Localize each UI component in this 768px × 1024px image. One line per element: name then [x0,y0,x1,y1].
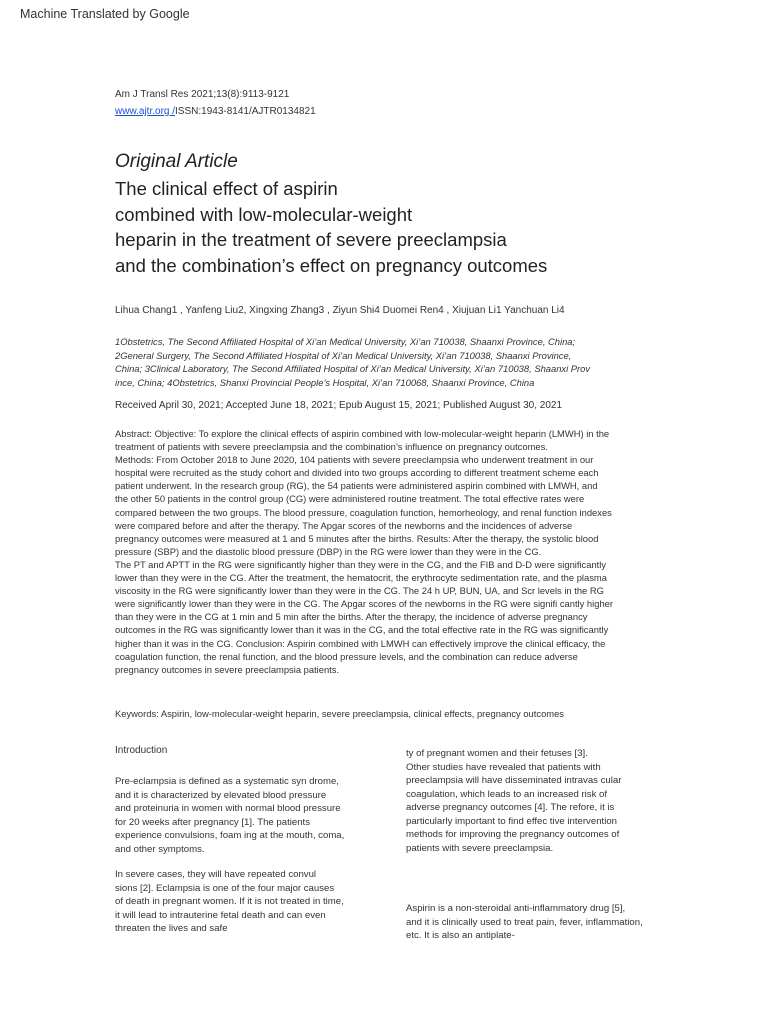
text-line: etc. It is also an antiplate- [406,930,515,941]
text-line: methods for improving the pregnancy outcomes of [406,829,620,840]
text-line: it will lead to intrauterine fetal death and can even [115,909,326,921]
text-line: Pre-eclampsia is defined as a systematic syn drome, [115,776,339,787]
text-line: threaten the lives and safe [115,923,228,934]
right-column-paragraph-1 [406,747,621,855]
abstract [115,427,665,676]
publication-dates: Received April 30, 2021; Accepted June 18, 2021; Epub August 15, 2021; Published August 30, 2021 [115,400,563,411]
text-line: ty of pregnant women and their fetuses [3]. [406,748,588,759]
title-line: heparin in the treatment of severe preeclampsia [115,229,507,251]
abstract-line: patient underwent. In the research group (RG), the 54 patients were administered aspirin combined with LMWH, and [115,480,598,492]
abstract-line: pregnancy outcomes were measured at 1 and 5 minutes after the births. Results: After the therapy, the systolic blood [115,532,599,544]
text-line: for 20 weeks after pregnancy [1]. The patients [115,816,311,828]
text-line: preeclampsia will have disseminated intravas cular [406,775,622,786]
authors: Lihua Chang1 , Yanfeng Liu2, Xingxing Zhang3 , Ziyun Shi4 Duomei Ren4 , Xiujuan Li1 Yanchuan Li4 [115,305,565,316]
abstract-line: were compared before and after the therapy. The Apgar scores of the newborns and the incidences of adverse [115,519,573,531]
abstract-line: The PT and APTT in the RG were significantly higher than they were in the CG, and the FIB and D-D were significantly [115,558,607,570]
section-heading-introduction: Introduction [115,745,168,756]
abstract-line: than they were in the CG at 1 min and 5 min after the births. After the therapy, the incidence of adverse pregnancy [115,611,588,623]
abstract-line: were significantly lower than they were in the CG. The Apgar scores of the newborns in the RG were signifi cantly higher [115,598,613,610]
issn: ISSN:1943-8141/AJTR0134821 [175,106,316,117]
text-line: and it is clinically used to treat pain, fever, inflammation, [406,916,643,928]
abstract-line: pressure (SBP) and the diastolic blood pressure (DBP) in the RG were lower than they were in the CG. [115,545,542,557]
abstract-line: lower than they were in the CG. After the treatment, the hematocrit, the erythrocyte sedimentation rate, and the plasma [115,572,607,584]
left-column-paragraph-1 [115,775,344,856]
abstract-line: pregnancy outcomes in severe preeclampsia patients. [115,663,340,675]
affiliations [115,335,635,389]
text-line: of death in pregnant women. If it is not treated in time, [115,896,344,907]
text-line: and proteinuria in women with normal blood pressure [115,803,341,814]
text-line: patients with severe preeclampsia. [406,842,554,854]
translation-banner: Machine Translated by Google [20,7,190,21]
text-line: experience convulsions, foam ing at the mouth, coma, [115,830,345,841]
article-type: Original Article [115,151,238,172]
text-line: Aspirin is a non-steroidal anti-inflammatory drug [5], [406,903,626,914]
abstract-line: Methods: From October 2018 to June 2020, 104 patients with severe preeclampsia who underwent treatment in our [115,454,594,466]
right-column-paragraph-2 [406,902,643,943]
title-line: The clinical effect of aspirin [115,178,338,199]
title-line: and the combination’s effect on pregnancy outcomes [115,254,548,276]
keywords: Keywords: Aspirin, low-molecular-weight heparin, severe preeclampsia, clinical effects, pregnancy outcomes [115,708,564,719]
abstract-line: the other 50 patients in the control group (CG) were administered routine treatment. The total effective rates were [115,493,585,505]
abstract-line: higher than it was in the CG. Conclusion: Aspirin combined with LMWH can effectively improve the clinical efficacy, the [115,637,606,649]
journal-url-line [115,106,316,117]
affiliation-line: 1Obstetrics, The Second Affiliated Hospital of Xi’an Medical University, Xi’an 710038, Shaanxi Province, China; [115,336,576,347]
text-line: and other symptoms. [115,843,205,855]
journal-citation: Am J Transl Res 2021;13(8):9113-9121 [115,89,290,100]
abstract-line: hospital were recruited as the study cohort and divided into two groups according to different treatment scheme each [115,467,599,479]
abstract-line: viscosity in the RG were significantly lower than they were in the CG. The 24 h UP, BUN, UA, and Scr levels in the RG [115,585,604,597]
article-title [115,176,547,278]
abstract-line: compared between the two groups. The blood pressure, coagulation function, hemorheology, and renal function indexes [115,506,612,518]
title-line: combined with low-molecular-weight [115,203,413,225]
affiliation-line: China; 3Clinical Laboratory, The Second Affiliated Hospital of Xi’an Medical University, Xi’an 710038, Shaanxi Prov [115,363,591,375]
text-line: and it is characterized by elevated blood pressure [115,789,327,801]
abstract-line: outcomes in the RG was significantly lower than it was in the CG, and the total effective rate in the RG was significantly [115,624,609,636]
left-column-paragraph-2 [115,868,344,936]
journal-link[interactable]: www.ajtr.org / [115,106,176,117]
text-line: In severe cases, they will have repeated convul [115,869,317,880]
text-line: particularly important to find effec tive intervention [406,815,617,827]
abstract-line: treatment of patients with severe preeclampsia and the combination’s influence on pregnancy outcomes. [115,441,548,453]
text-line: Other studies have revealed that patients with [406,761,601,773]
affiliation-line: ince, China; 4Obstetrics, Shanxi Provincial People’s Hospital, Xi’an 710068, Shaanxi Province, China [115,376,535,388]
abstract-line: Abstract: Objective: To explore the clinical effects of aspirin combined with low-molecular-weight heparin (LMWH) in the [115,428,610,439]
affiliation-line: 2General Surgery, The Second Affiliated Hospital of Xi’an Medical University, Xi’an 710038, Shaanxi Province, [115,349,572,361]
text-line: adverse pregnancy outcomes [4]. The refore, it is [406,802,615,813]
text-line: sions [2]. Eclampsia is one of the four major causes [115,882,335,894]
abstract-line: coagulation function, the renal function, and the blood pressure levels, and the combination can reduce adverse [115,650,578,662]
text-line: coagulation, which leads to an increased risk of [406,788,608,800]
